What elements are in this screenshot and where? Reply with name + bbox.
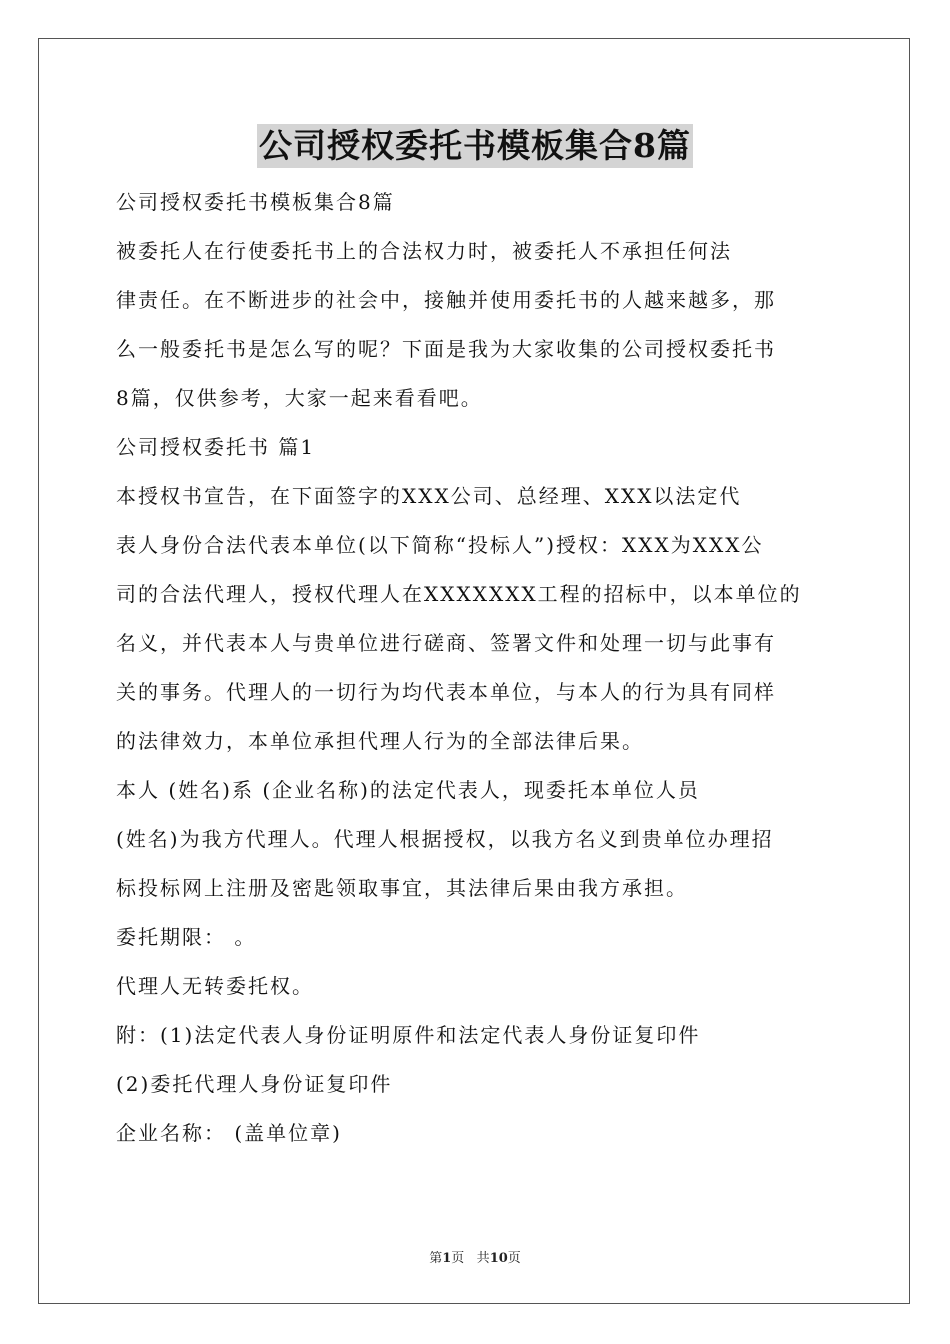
text-line: 公司授权委托书模板集合8篇 — [116, 190, 395, 214]
text-line: 公司授权委托书 篇1 — [116, 435, 316, 459]
text-line: 律责任。在不断进步的社会中，接触并使用委托书的人越来越多，那 — [116, 288, 776, 312]
body-paragraph-1 — [116, 472, 834, 521]
document-title: 公司授权委托书模板集合8篇 — [257, 124, 693, 168]
attachment-2 — [116, 1060, 834, 1109]
page-number: 1 — [442, 1251, 452, 1266]
company-name-line — [116, 1109, 834, 1158]
page-prefix: 第 — [429, 1251, 443, 1266]
page-footer — [0, 1247, 950, 1266]
text-line: 表人身份合法代表本单位(以下简称“投标人”)授权：XXX为XXX公 — [116, 533, 764, 557]
body-paragraph-2 — [116, 766, 834, 815]
document-body — [116, 178, 834, 1158]
text-line: 本人 (姓名)系 (企业名称)的法定代表人，现委托本单位人员 — [116, 778, 700, 802]
text-line: 名义，并代表本人与贵单位进行磋商、签署文件和处理一切与此事有 — [116, 631, 776, 655]
text-line: 本授权书宣告，在下面签字的XXX公司、总经理、XXX以法定代 — [116, 484, 742, 508]
attachment-1 — [116, 1011, 834, 1060]
text-line: 么一般委托书是怎么写的呢？下面是我为大家收集的公司授权委托书 — [116, 337, 776, 361]
body-paragraph-2-cont — [116, 815, 834, 913]
intro-paragraph — [116, 227, 834, 276]
text-line: 被委托人在行使委托书上的合法权力时，被委托人不承担任何法 — [116, 239, 732, 263]
subtitle-paragraph — [116, 178, 834, 227]
page-suffix: 页 — [451, 1251, 465, 1266]
text-line: 的法律效力，本单位承担代理人行为的全部法律后果。 — [116, 729, 644, 753]
text-line: 企业名称： (盖单位章) — [116, 1121, 342, 1145]
total-suffix: 页 — [507, 1251, 521, 1266]
body-paragraph-1-cont — [116, 521, 834, 766]
text-line: (姓名)为我方代理人。代理人根据授权，以我方名义到贵单位办理招 — [116, 827, 774, 851]
no-transfer-paragraph — [116, 962, 834, 1011]
text-line: 司的合法代理人，授权代理人在XXXXXXX工程的招标中，以本单位的 — [116, 582, 802, 606]
title-container — [0, 124, 950, 168]
text-line: 8篇，仅供参考，大家一起来看看吧。 — [116, 386, 483, 410]
text-line: 委托期限： 。 — [116, 925, 257, 949]
text-line: 代理人无转委托权。 — [116, 974, 314, 998]
text-line: 附：(1)法定代表人身份证明原件和法定代表人身份证复印件 — [116, 1023, 701, 1047]
text-line: 关的事务。代理人的一切行为均代表本单位，与本人的行为具有同样 — [116, 680, 776, 704]
text-line: 标投标网上注册及密匙领取事宜，其法律后果由我方承担。 — [116, 876, 688, 900]
text-line: (2)委托代理人身份证复印件 — [116, 1072, 393, 1096]
total-prefix: 共 — [476, 1251, 490, 1266]
intro-paragraph-cont — [116, 276, 834, 423]
total-pages: 10 — [489, 1251, 508, 1266]
section-heading — [116, 423, 834, 472]
term-paragraph — [116, 913, 834, 962]
